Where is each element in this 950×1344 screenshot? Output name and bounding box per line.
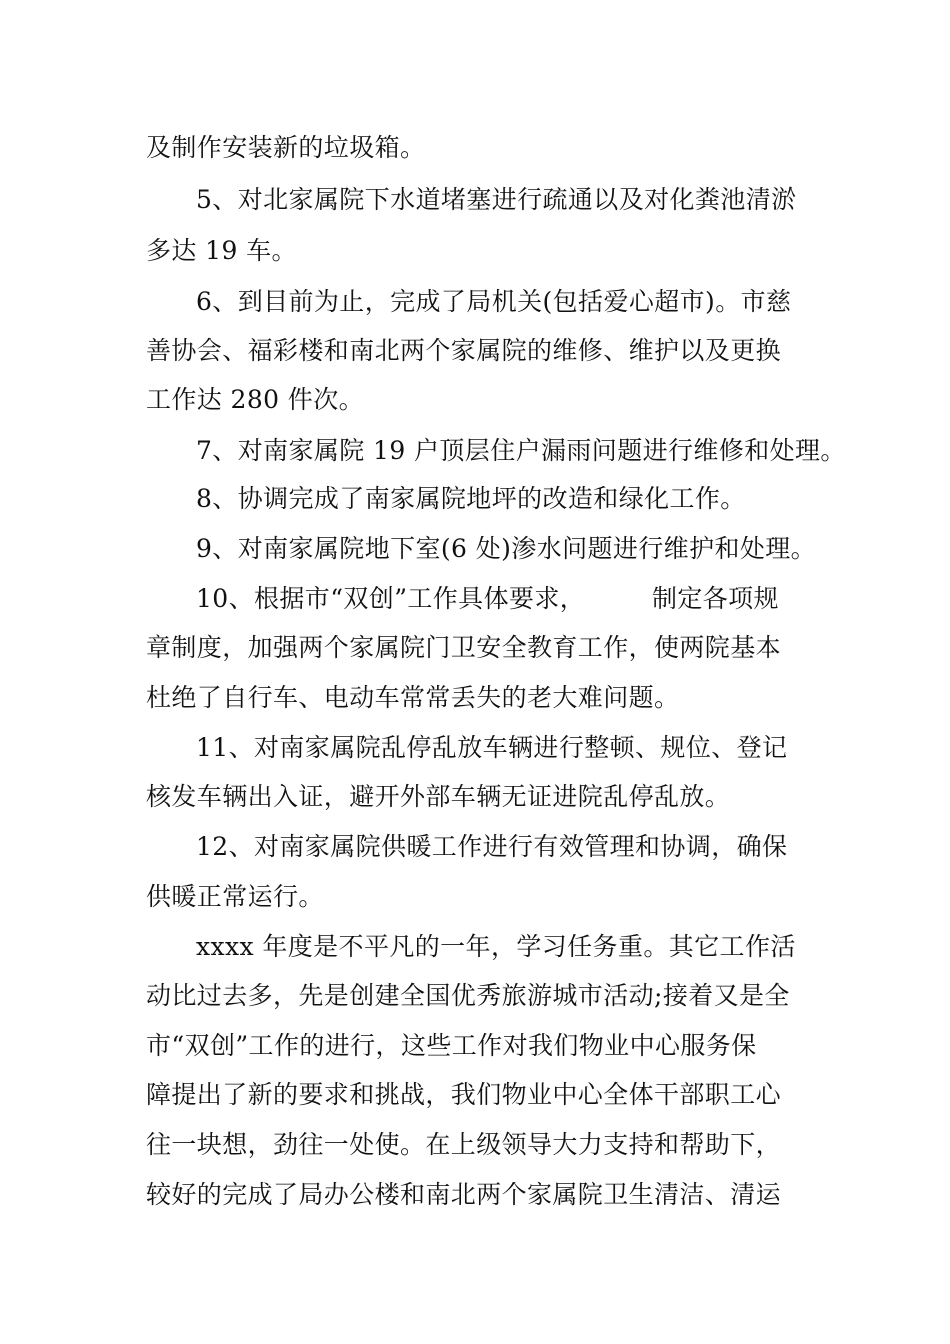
text-line: 多达 19 车。 <box>146 236 297 265</box>
text-line: 动比过去多，先是创建全国优秀旅游城市活动;接着又是全 <box>146 981 790 1010</box>
text-line: 11、对南家属院乱停乱放车辆进行整顿、规位、登记 <box>196 733 788 762</box>
text-line: 5、对北家属院下水道堵塞进行疏通以及对化粪池清淤 <box>196 185 797 214</box>
text-line: 杜绝了自行车、电动车常常丢失的老大难问题。 <box>146 683 680 712</box>
text-line: 核发车辆出入证，避开外部车辆无证进院乱停乱放。 <box>146 782 731 811</box>
text-line: 供暖正常运行。 <box>146 882 324 911</box>
text-line: 12、对南家属院供暖工作进行有效管理和协调，确保 <box>196 832 788 861</box>
text-line: 10、根据市“双创”工作具体要求， 制定各项规 <box>196 584 779 613</box>
text-line: 往一块想，劲往一处使。在上级领导大力支持和帮助下， <box>146 1130 782 1159</box>
text-line: 及制作安装新的垃圾箱。 <box>146 133 426 162</box>
text-line: 市“双创”工作的进行，这些工作对我们物业中心服务保 <box>146 1031 757 1060</box>
text-line: 7、对南家属院 19 户顶层住户漏雨问题进行维修和处理。 <box>196 436 846 465</box>
text-line: 章制度，加强两个家属院门卫安全教育工作，使两院基本 <box>146 633 782 662</box>
text-line: 9、对南家属院地下室(6 处)渗水问题进行维护和处理。 <box>196 534 817 563</box>
text-line: xxxx 年度是不平凡的一年，学习任务重。其它工作活 <box>196 932 796 961</box>
text-line: 6、到目前为止，完成了局机关(包括爱心超市)。市慈 <box>196 287 792 316</box>
text-line: 工作达 280 件次。 <box>146 385 365 414</box>
text-line: 8、协调完成了南家属院地坪的改造和绿化工作。 <box>196 484 746 513</box>
text-line: 障提出了新的要求和挑战，我们物业中心全体干部职工心 <box>146 1080 782 1109</box>
text-line: 较好的完成了局办公楼和南北两个家属院卫生清洁、清运 <box>146 1180 782 1209</box>
text-line: 善协会、福彩楼和南北两个家属院的维修、维护以及更换 <box>146 336 782 365</box>
